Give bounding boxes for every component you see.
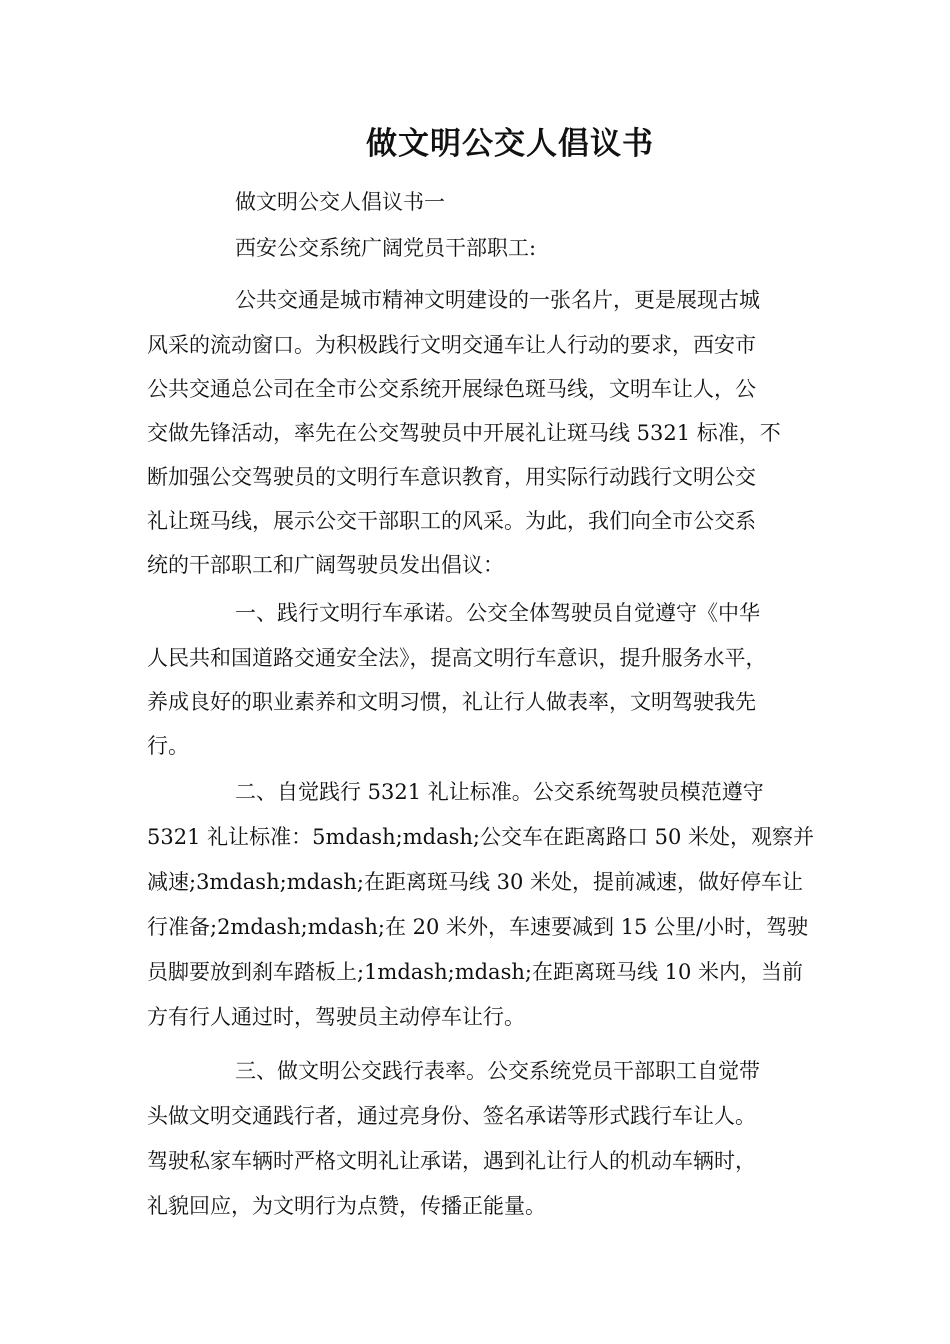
text-line: 头做文明交通践行者，通过亮身份、签名承诺等形式践行车让人。: [147, 1104, 756, 1128]
text-line: 风采的流动窗口。为积极践行文明交通车让人行动的要求，西安市: [147, 333, 756, 357]
text-line: 公共交通总公司在全市公交系统开展绿色斑马线，文明车让人，公: [147, 377, 756, 401]
text-line: 公共交通是城市精神文明建设的一张名片，更是展现古城: [235, 288, 760, 312]
text-line: 人民共和国道路交通安全法》，提高文明行车意识，提升服务水平，: [147, 646, 767, 670]
text-line: 断加强公交驾驶员的文明行车意识教育，用实际行动践行文明公交: [147, 465, 756, 489]
salutation: 西安公交系统广阔党员干部职工:: [235, 236, 537, 260]
text-line: 三、做文明公交践行表率。公交系统党员干部职工自觉带: [235, 1059, 760, 1083]
text-line: 二、自觉践行 5321 礼让标准。公交系统驾驶员模范遵守: [235, 780, 764, 804]
document-title: 做文明公交人倡议书: [366, 126, 654, 162]
text-line: 养成良好的职业素养和文明习惯，礼让行人做表率，文明驾驶我先: [147, 690, 756, 714]
text-line: 礼貌回应，为文明行为点赞，传播正能量。: [147, 1194, 546, 1218]
text-line: 交做先锋活动，率先在公交驾驶员中开展礼让斑马线 5321 标准，不: [147, 421, 781, 445]
text-line: 员脚要放到刹车踏板上;1mdash;mdash;在距离斑马线 10 米内，当前: [147, 960, 804, 984]
text-line: 方有行人通过时，驾驶员主动停车让行。: [147, 1005, 525, 1029]
text-line: 减速;3mdash;mdash;在距离斑马线 30 米处，提前减速，做好停车让: [147, 870, 804, 894]
text-line: 5321 礼让标准：5mdash;mdash;公交车在距离路口 50 米处，观察并: [147, 825, 815, 849]
text-line: 礼让斑马线，展示公交干部职工的风采。为此，我们向全市公交系: [147, 509, 756, 533]
text-line: 统的干部职工和广阔驾驶员发出倡议：: [147, 553, 504, 577]
text-line: 行准备;2mdash;mdash;在 20 米外，车速要减到 15 公里/小时，驾驶: [147, 915, 809, 939]
text-line: 一、践行文明行车承诺。公交全体驾驶员自觉遵守《中华: [235, 601, 760, 625]
text-line: 行。: [147, 734, 189, 758]
text-line: 驾驶私家车辆时严格文明礼让承诺，遇到礼让行人的机动车辆时，: [147, 1149, 756, 1173]
document-subtitle: 做文明公交人倡议书一: [235, 190, 445, 214]
